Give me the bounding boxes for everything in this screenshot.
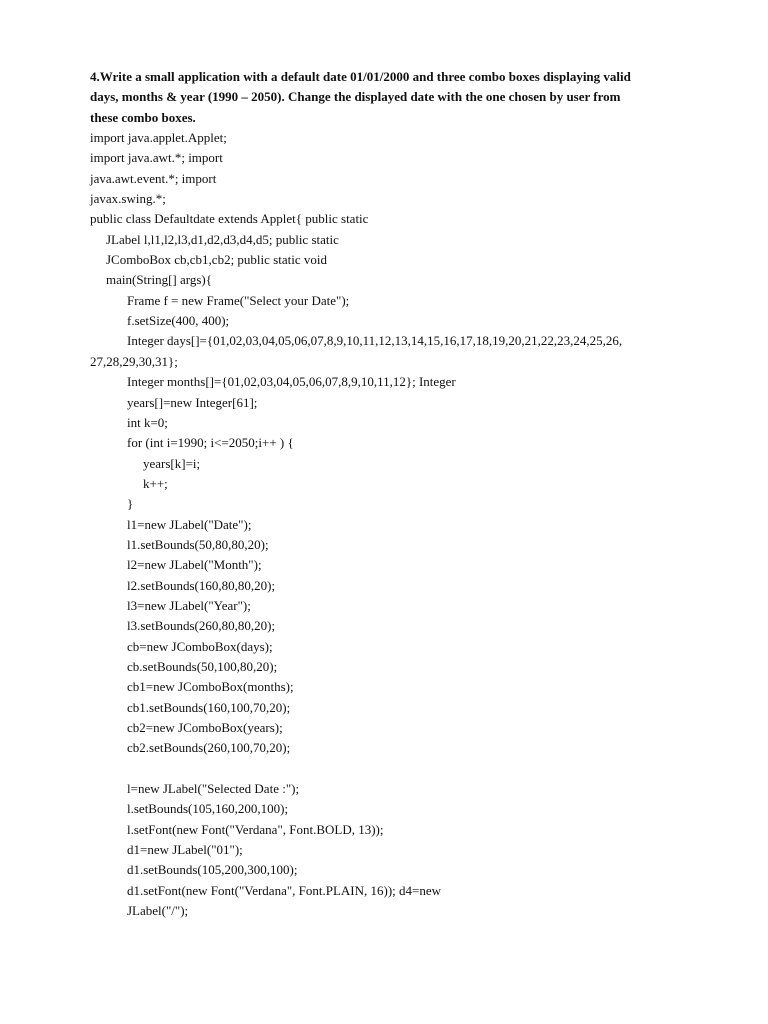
question-text: Write a small application with a default date 01/01/2000 and three combo boxes displaying valid <box>99 69 631 84</box>
document-content <box>90 67 690 921</box>
question-line-2: days, months & year (1990 – 2050). Change the displayed date with the one chosen by user from <box>90 89 621 105</box>
code-line: d1.setFont(new Font("Verdana", Font.PLAIN, 16)); d4=new <box>127 882 442 898</box>
code-line: l3=new JLabel("Year"); <box>127 597 251 613</box>
question-line-3: these combo boxes. <box>90 109 196 125</box>
code-line: l2=new JLabel("Month"); <box>127 557 262 573</box>
code-line: JLabel("/"); <box>127 903 189 919</box>
code-line: l=new JLabel("Selected Date :"); <box>127 781 300 797</box>
code-line: d1.setBounds(105,200,300,100); <box>127 862 298 878</box>
code-line: years[]=new Integer[61]; <box>127 394 258 410</box>
code-line: } <box>127 496 134 512</box>
question-number: 4. <box>90 69 100 84</box>
code-line: k++; <box>143 475 168 491</box>
code-line: for (int i=1990; i<=2050;i++ ) { <box>127 435 294 451</box>
code-line: cb2.setBounds(260,100,70,20); <box>127 740 291 756</box>
code-line: cb2=new JComboBox(years); <box>127 720 283 735</box>
code-line: Frame f = new Frame("Select your Date"); <box>127 292 350 308</box>
code-line: l2.setBounds(160,80,80,20); <box>127 577 276 593</box>
code-line: Integer days[]={01,02,03,04,05,06,07,8,9,10,11,12,13,14,15,16,17,18,19,20,21,22,23,24,25,26, <box>127 333 623 349</box>
code-line: main(String[] args){ <box>106 272 213 288</box>
code-line: l.setFont(new Font("Verdana", Font.BOLD, 13)); <box>127 821 384 837</box>
code-line: int k=0; <box>127 414 168 430</box>
code-line: javax.swing.*; <box>90 191 166 207</box>
code-line: cb1=new JComboBox(months); <box>127 679 294 695</box>
code-line: java.awt.event.*; import <box>90 170 217 186</box>
code-line: Integer months[]={01,02,03,04,05,06,07,8,9,10,11,12}; Integer <box>127 374 456 390</box>
code-line: JLabel l,l1,l2,l3,d1,d2,d3,d4,d5; public static <box>106 231 339 247</box>
code-line: import java.awt.*; import <box>90 150 223 166</box>
code-line: JComboBox cb,cb1,cb2; public static void <box>106 252 327 268</box>
code-line: l3.setBounds(260,80,80,20); <box>127 618 276 634</box>
code-line: l1=new JLabel("Date"); <box>127 516 252 532</box>
code-line: l1.setBounds(50,80,80,20); <box>127 536 269 552</box>
code-line: cb1.setBounds(160,100,70,20); <box>127 699 291 715</box>
code-line: public class Defaultdate extends Applet{ public static <box>90 211 369 227</box>
code-line: f.setSize(400, 400); <box>127 313 230 329</box>
code-line: d1=new JLabel("01"); <box>127 842 243 858</box>
code-line: years[k]=i; <box>143 455 201 471</box>
code-line: import java.applet.Applet; <box>90 130 227 146</box>
question-line-1 <box>90 67 690 87</box>
code-line: cb.setBounds(50,100,80,20); <box>127 658 278 674</box>
blank-line <box>90 759 690 779</box>
code-line: l.setBounds(105,160,200,100); <box>127 801 289 817</box>
code-line: 27,28,29,30,31}; <box>90 353 178 369</box>
code-line: cb=new JComboBox(days); <box>127 638 273 654</box>
